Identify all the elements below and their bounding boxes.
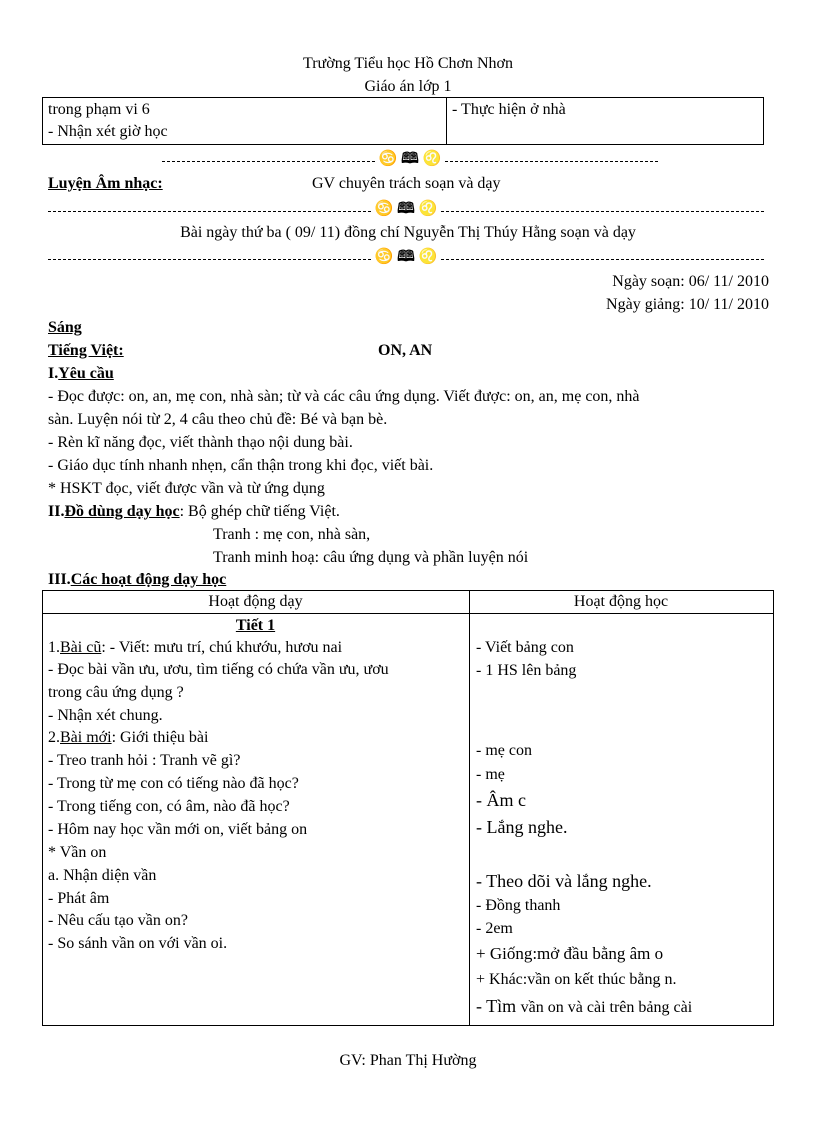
music-text: GV chuyên trách soạn và dạy	[312, 175, 501, 192]
student-line-6: - Lắng nghe.	[476, 817, 568, 837]
separator-1	[162, 150, 658, 170]
teacher-line-11: a. Nhận diện vần	[48, 867, 157, 884]
section-2-heading: II.Đồ dùng dạy học: Bộ ghép chữ tiếng Việt.	[48, 503, 340, 520]
top-table-right-line-1: - Thực hiện ở nhà	[452, 101, 566, 118]
teacher-line-5: 2.Bài mới: Giới thiệu bài	[48, 729, 209, 746]
music-label: Luyện Âm nhạc:	[48, 175, 163, 192]
teacher-line-8: - Trong tiếng con, có âm, nào đã học?	[48, 798, 290, 815]
activities-column-divider	[469, 590, 470, 1026]
activities-header-line	[42, 613, 774, 614]
teacher-line-1: 1.Bài cũ: - Viết: mưu trí, chú khướu, hươu nai	[48, 639, 343, 656]
student-line-5: - Âm c	[476, 790, 526, 810]
section-1-line-4: - Giáo dục tính nhanh nhẹn, cẩn thận trong khi đọc, viết bài.	[48, 457, 434, 474]
date-prepared: Ngày soạn: 06/ 11/ 2010	[612, 273, 769, 290]
footer-teacher: GV: Phan Thị Hường	[339, 1052, 477, 1069]
section-2-line-1: Tranh : mẹ con, nhà sàn,	[213, 526, 371, 543]
student-line-2: - 1 HS lên bảng	[476, 662, 577, 679]
session-label: Sáng	[48, 319, 82, 336]
teacher-line-10: * Vần on	[48, 844, 107, 861]
teacher-line-2: - Đọc bài vần ưu, ươu, tìm tiếng có chứa vần ưu, ươu	[48, 661, 389, 678]
column-header-teacher: Hoạt động dạy	[208, 593, 303, 610]
section-3-heading: III.Các hoạt động dạy học	[48, 571, 227, 588]
student-line-12: - Tìm vần on và cài trên bảng cài	[476, 996, 693, 1016]
student-line-4: - mẹ	[476, 766, 505, 783]
teacher-line-4: - Nhận xét chung.	[48, 707, 163, 724]
date-taught: Ngày giảng: 10/ 11/ 2010	[606, 296, 769, 313]
subject-label: Tiếng Việt:	[48, 342, 124, 359]
separator-3	[48, 248, 764, 268]
student-line-11: + Khác:vần on kết thúc bằng n.	[476, 971, 677, 988]
school-name: Trường Tiểu học Hồ Chơn Nhơn	[303, 55, 513, 72]
period-title: Tiết 1	[235, 617, 276, 634]
separator-symbol: ♋ 🕮 ♌	[374, 248, 438, 265]
separator-symbol: ♋ 🕮 ♌	[374, 200, 438, 217]
separator-2	[48, 200, 764, 220]
section-1-line-3: - Rèn kĩ năng đọc, viết thành thạo nội dung bài.	[48, 434, 353, 451]
student-line-3: - mẹ con	[476, 742, 532, 759]
student-line-9: - 2em	[476, 920, 513, 937]
separator-symbol: ♋ 🕮 ♌	[378, 150, 442, 167]
teacher-line-13: - Nêu cấu tạo vần on?	[48, 912, 188, 929]
teacher-line-6: - Treo tranh hỏi : Tranh vẽ gì?	[48, 752, 241, 769]
lesson-note: Bài ngày thứ ba ( 09/ 11) đồng chí Nguyễn Thị Thúy Hằng soạn và dạy	[180, 224, 636, 241]
teacher-line-9: - Hôm nay học vần mới on, viết bảng on	[48, 821, 308, 838]
student-line-1: - Viết bảng con	[476, 639, 574, 656]
section-2-line-2: Tranh minh hoạ: câu ứng dụng và phần luyện nói	[213, 549, 529, 566]
student-line-7: - Theo dõi và lắng nghe.	[476, 871, 652, 891]
teacher-line-7: - Trong từ mẹ con có tiếng nào đã học?	[48, 775, 299, 792]
student-line-10: + Giống:mở đầu bằng âm o	[476, 944, 664, 963]
top-table-divider	[446, 97, 447, 145]
column-header-student: Hoạt động học	[573, 593, 669, 610]
section-1-heading: I.Yêu cầu	[48, 365, 114, 382]
top-table-left-line-2: - Nhận xét giờ học	[48, 123, 168, 140]
student-line-8: - Đồng thanh	[476, 897, 561, 914]
section-1-line-5: * HSKT đọc, viết được vần và từ ứng dụng	[48, 480, 325, 497]
teacher-line-3: trong câu ứng dụng ?	[48, 684, 184, 701]
lesson-title: ON, AN	[378, 342, 433, 359]
document-title: Giáo án lớp 1	[364, 78, 452, 95]
teacher-line-12: - Phát âm	[48, 890, 110, 907]
section-1-line-2: sàn. Luyện nói từ 2, 4 câu theo chủ đề: Bé và bạn bè.	[48, 411, 388, 428]
top-table-left-line-1: trong phạm vi 6	[48, 101, 150, 118]
teacher-line-14: - So sánh vần on với vần oi.	[48, 935, 228, 952]
section-1-line-1: - Đọc được: on, an, mẹ con, nhà sàn; từ và các câu ứng dụng. Viết được: on, an, mẹ con, nhà	[48, 388, 640, 405]
